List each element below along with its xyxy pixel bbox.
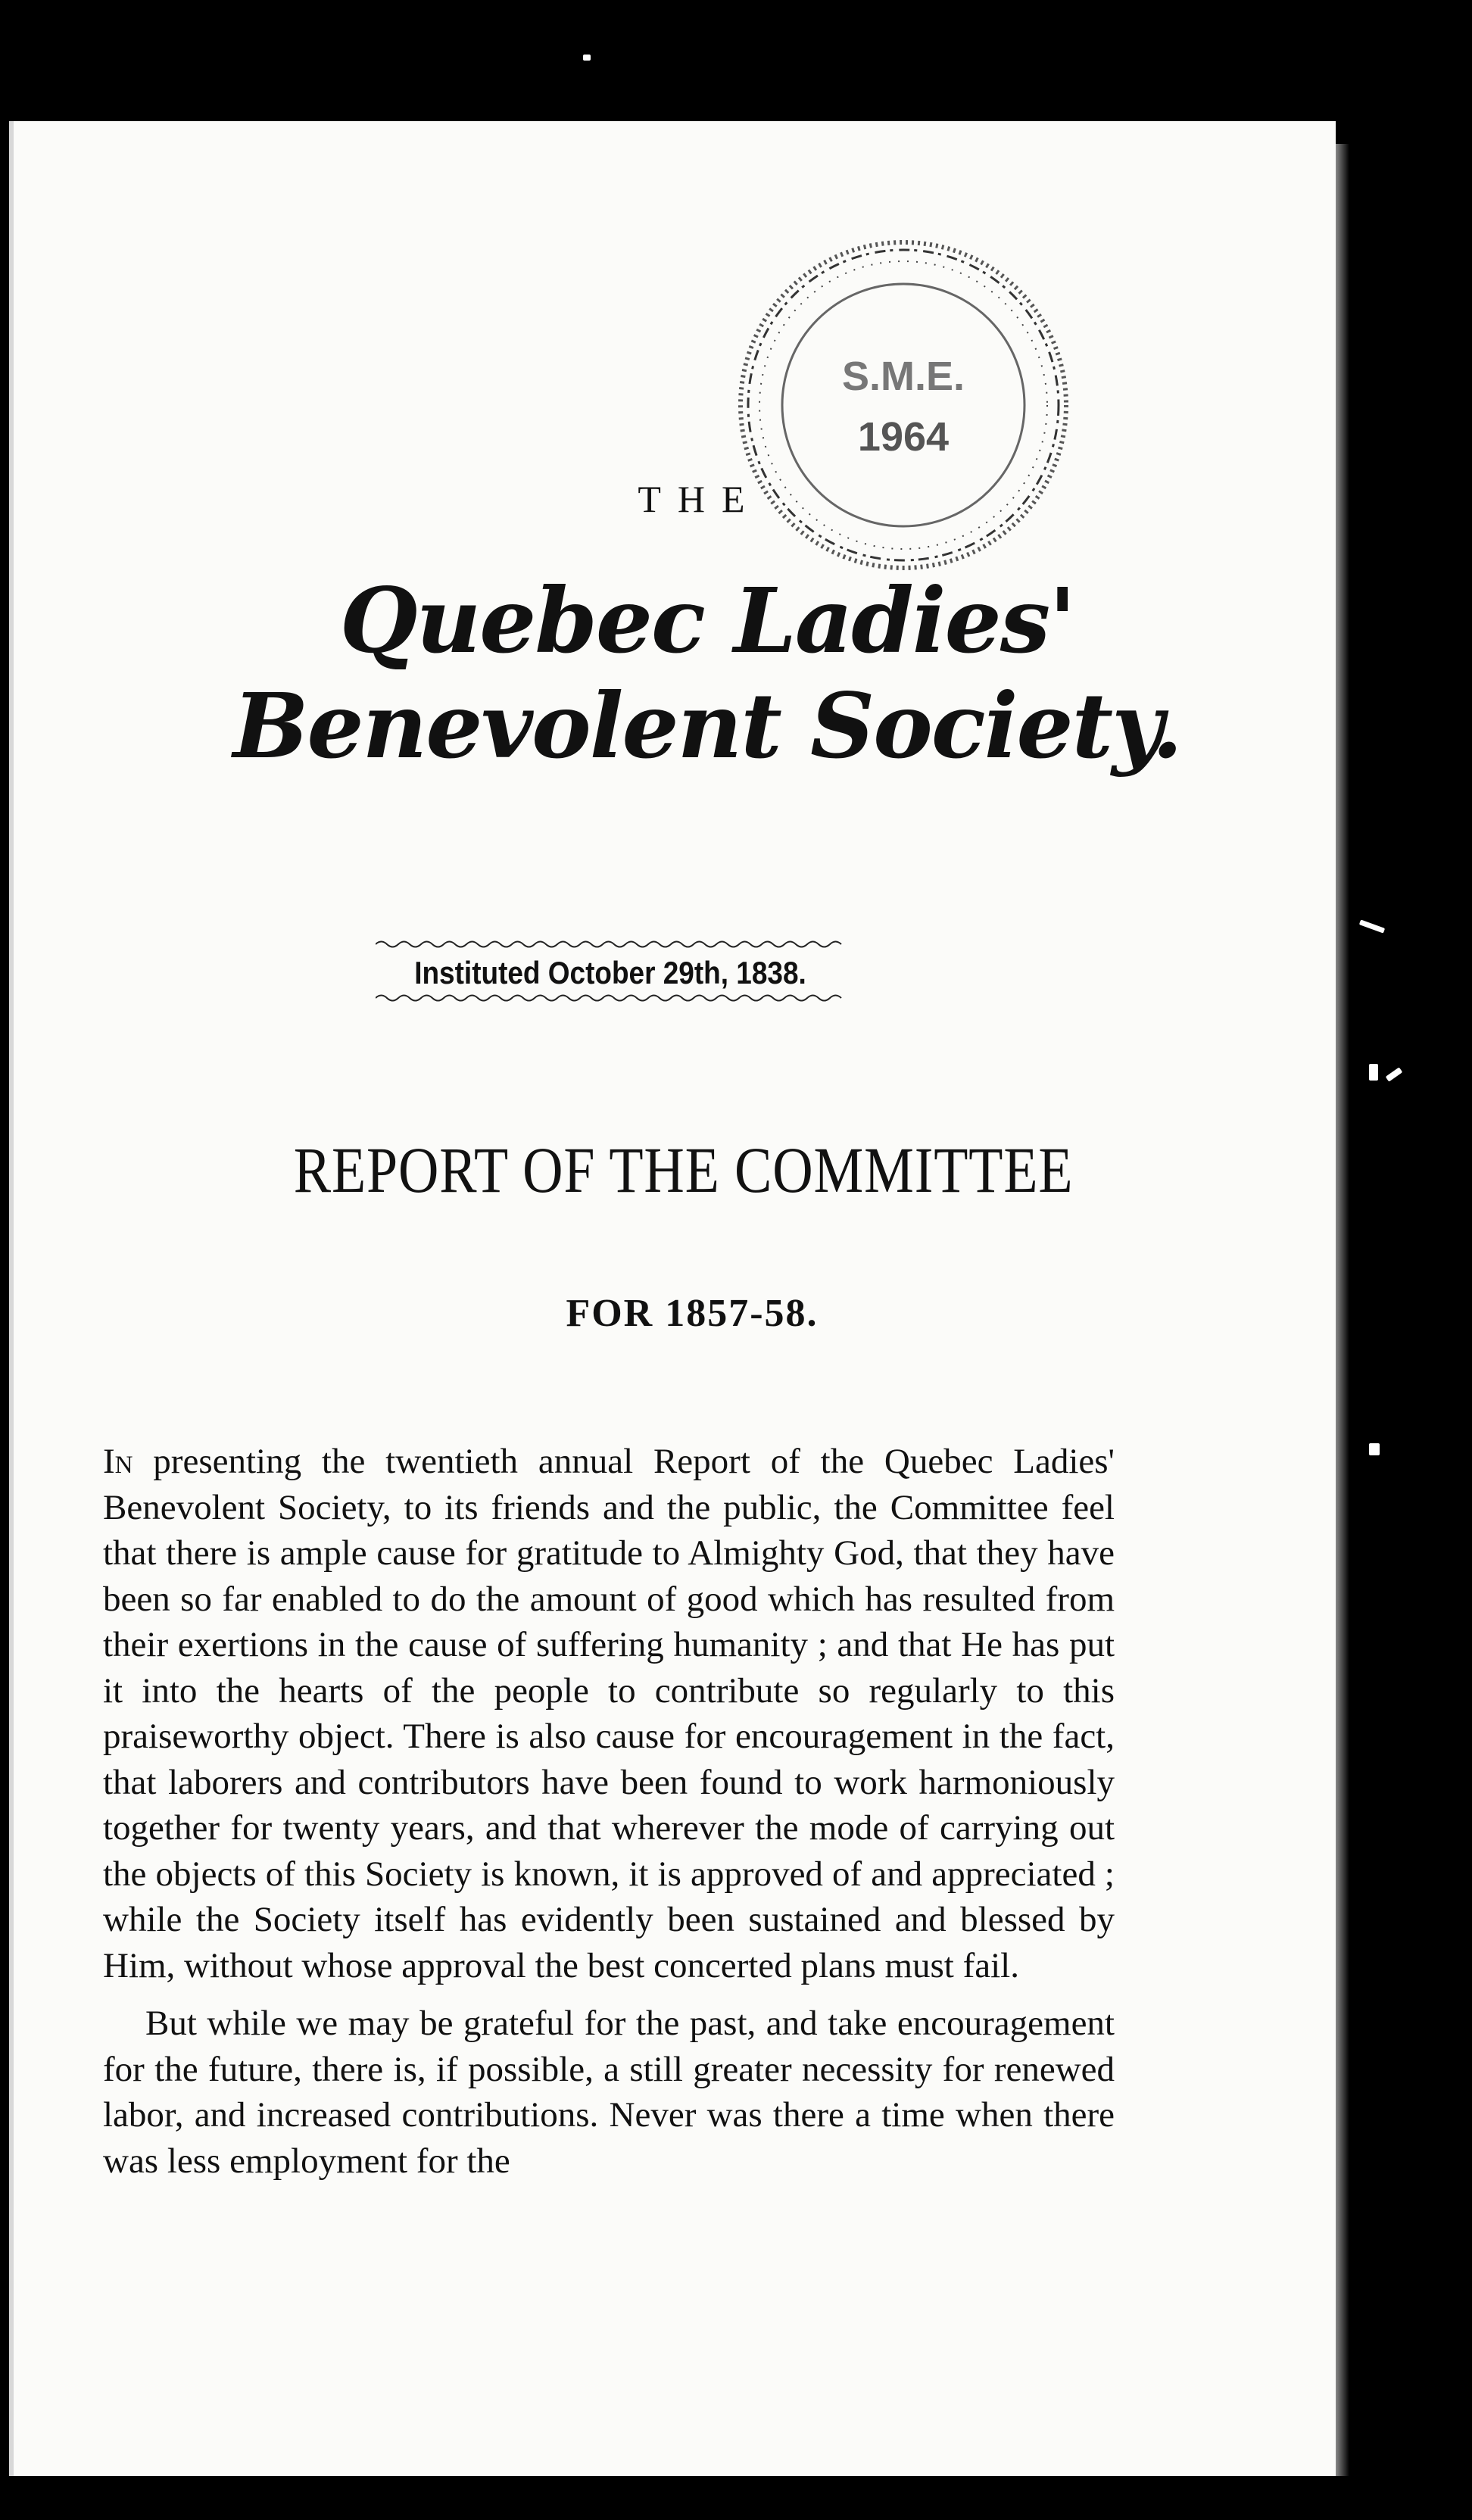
report-body [103,1439,1115,2184]
library-stamp [725,227,1081,583]
paragraph-2: But while we may be grateful for the past, and take encouragement for the future, there is, if possible, a still greater necessity for renewed labor, and increased contributions. Never was there a time when there was less employment for the [103,2004,1115,2181]
drop-lead-word: In [103,1442,133,1481]
stamp-initials: S.M.E. [841,354,965,399]
instituted-banner [376,939,845,1007]
document-page [9,121,1336,2476]
report-title: REPORT OF THE COMMITTEE [293,1134,1074,1206]
report-year: FOR 1857-58. [566,1292,819,1335]
paragraph-1 [103,1439,1115,1988]
scan-speck [1386,1067,1403,1081]
scan-speck [1359,919,1385,933]
stamp-seal-graphic [725,227,1081,583]
page-edge-shadow [1336,144,1349,2476]
society-name-heading: Quebec Ladies' Benevolent Society. [232,568,1182,778]
scan-speck [583,55,591,61]
scan-speck [1369,1443,1380,1455]
wavy-rule-bottom [376,993,845,1003]
wavy-rule-top [376,939,845,950]
title-article: THE [638,478,762,520]
instituted-date: Instituted October 29th, 1838. [414,955,806,990]
scan-speck [1369,1064,1378,1081]
paragraph-1-text: presenting the twentieth annual Report of the Quebec Ladies' Benevolent Society, to its friends and the public, the Committee feel that there is ample cause for gratitude to Almighty God, that they have been so far enabled to do the amount of good which has resulted from their exertions in the cause of suffering humanity ; and that He has put it into the hearts of the people to contribute so regularly to this praiseworthy object. There is also cause for encouragement in the fact, that laborers and contributors have been found to work harmoniously together for twenty years, and that wherever the mode of carrying out the objects of this Society is known, it is approved of and appreciated ; while the Society itself has evidently been sustained and blessed by Him, without whose approval the best concerted plans must fail. [103,1442,1115,1985]
stamp-year: 1964 [857,414,950,460]
